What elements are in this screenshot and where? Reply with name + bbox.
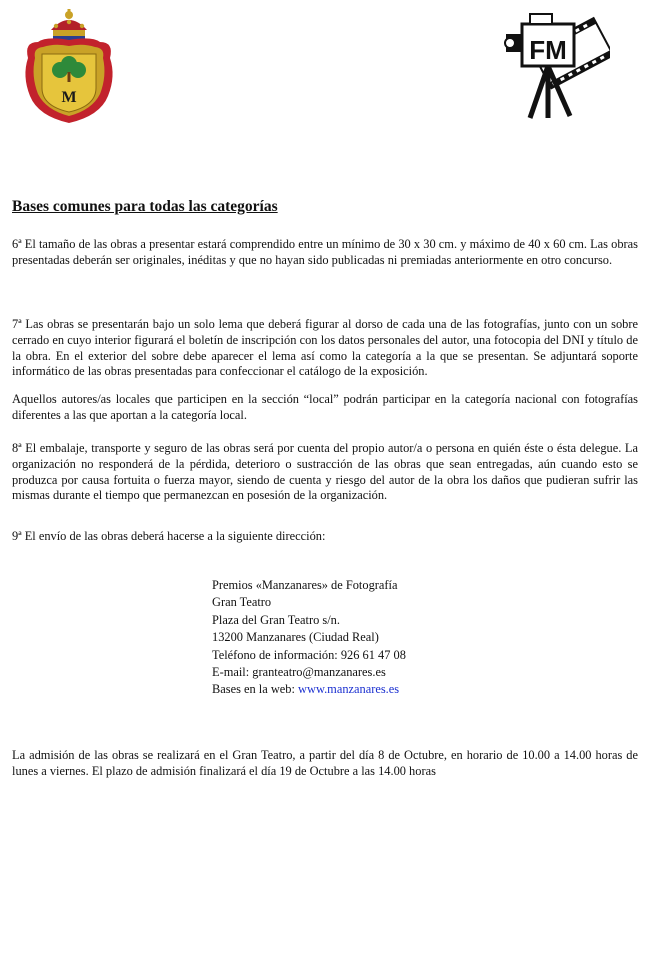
- address-email: E-mail: granteatro@manzanares.es: [212, 665, 386, 680]
- film-camera-icon: [500, 4, 610, 122]
- address-line: Plaza del Gran Teatro s/n.: [212, 612, 340, 627]
- address-line: 13200 Manzanares (Ciudad Real): [212, 630, 379, 645]
- paragraph-8: 8ª El embalaje, transporte y seguro de las obras será por cuenta del propio autor/a o persona en quién éste o ésta delegue. La organización no responderá de la pérdida, deterioro o sustracción de las obras que sean entregadas, aún cuando esto se produzca por causa fortuita o fuerza mayor, siendo de cuenta y riesgo del autor de la obra los daños que pudieran sufrir las mismas durante el tiempo que permanezcan en posesión de la organización.: [12, 441, 638, 503]
- address-phone: Teléfono de información: 926 61 47 08: [212, 647, 406, 662]
- coat-of-arms-letter: M: [61, 89, 77, 106]
- web-link[interactable]: www.manzanares.es: [298, 682, 400, 697]
- camera-logo-text: FM: [529, 35, 567, 65]
- delivery-address: [212, 577, 406, 699]
- address-web: [212, 681, 406, 698]
- paragraph-6: 6ª El tamaño de las obras a presentar estará comprendido entre un mínimo de 30 x 30 cm. y máximo de 40 x 60 cm. Las obras presentadas deberán ser originales, inéditas y que no hayan sido publicadas ni premiadas anteriormente en otro concurso.: [12, 237, 638, 267]
- address-line: Gran Teatro: [212, 595, 272, 610]
- address-line: Premios «Manzanares» de Fotografía: [212, 578, 398, 592]
- coat-of-arms-icon: [20, 6, 118, 126]
- paragraph-9: 9ª El envío de las obras deberá hacerse a la siguiente dirección:: [12, 529, 326, 543]
- paragraph-local: Aquellos autores/as locales que participen en la sección “local” podrán participar en la categoría nacional con fotografías diferentes a las que aportan a la categoría local.: [12, 392, 638, 422]
- web-label: Bases en la web:: [212, 682, 295, 697]
- section-heading: Bases comunes para todas las categorías: [12, 198, 278, 215]
- paragraph-admision: La admisión de las obras se realizará en el Gran Teatro, a partir del día 8 de Octubre, en horario de 10.00 a 14.00 horas de lunes a viernes. El plazo de admisión finalizará el día 19 de Octubre a las 14.00 horas: [12, 748, 638, 778]
- paragraph-7: 7ª Las obras se presentarán bajo un solo lema que deberá figurar al dorso de cada una de las fotografías, junto con un sobre cerrado en cuyo interior figurará el boletín de inscripción con los datos personales del autor, una fotocopia del DNI y título de la obra. En el exterior del sobre debe aparecer el lema así como la categoría a la que se presentan. Se adjuntará soporte informático de las obras presentadas para confeccionar el catálogo de la exposición.: [12, 317, 638, 379]
